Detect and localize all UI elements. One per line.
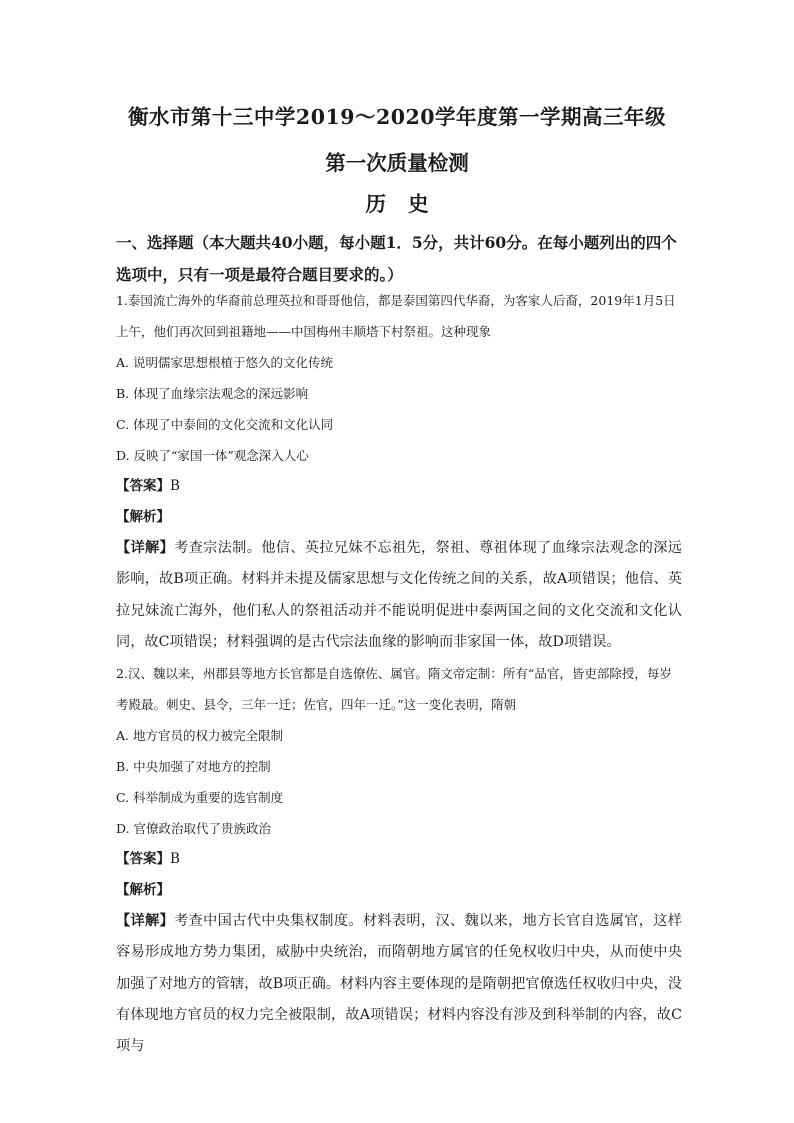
analysis-line [116, 502, 682, 533]
option-c: C. 科举制成为重要的选官制度 [116, 790, 284, 806]
analysis-line [116, 875, 682, 906]
option-a: A. 地方官员的权力被完全限制 [116, 728, 283, 744]
option-d: D. 官僚政治取代了贵族政治 [116, 821, 272, 837]
question-stem: 2.汉、魏以来，州郡县等地方长官都是自选僚佐、属官。隋文帝定制：所有“品官，皆吏部除授，每岁考殿最。刺史、县令，三年一迁；佐官，四年一迁。”这一变化表明，隋朝 [116, 666, 672, 713]
question-2 [116, 658, 682, 1062]
question-stem: 1.泰国流亡海外的华裔前总理英拉和哥哥他信，都是泰国第四代华裔，为客家人后裔，2019年1月5日上午，他们再次回到祖籍地——中国梅州丰顺塔下村祭祖。这种现象 [116, 293, 676, 339]
answer-line [116, 471, 682, 502]
exam-subtitle: 第一次质量检测 [325, 151, 469, 175]
analysis-tag: 【解析】 [116, 509, 170, 525]
question-list [116, 285, 682, 1063]
answer-tag: 【答案】 [116, 851, 170, 868]
option-a: A. 说明儒家思想根植于悠久的文化传统 [116, 355, 333, 370]
question-1 [116, 285, 682, 658]
exam-title: 衡水市第十三中学2019～2020学年度第一学期高三年级 [127, 105, 667, 129]
section-heading: 一、选择题（本大题共40小题，每小题1．5分，共计60分。在每小题列出的四个选项中，只有一项是最符合题目要求的。） [116, 233, 677, 284]
answer-tag: 【答案】 [116, 478, 170, 494]
answer-line [116, 844, 682, 875]
detail-paragraph [116, 906, 682, 1062]
option-b: B. 体现了血缘宗法观念的深远影响 [116, 386, 309, 401]
answer-value: B [170, 478, 180, 494]
subject-title: 历史 [365, 192, 451, 216]
option-b: B. 中央加强了对地方的控制 [116, 759, 271, 775]
option-d: D. 反映了“家国一体”观念深入人心 [116, 448, 309, 463]
analysis-tag: 【解析】 [116, 882, 170, 899]
detail-tag: 【详解】 [116, 540, 175, 556]
option-c: C. 体现了中泰间的文化交流和文化认同 [116, 417, 334, 432]
detail-paragraph [116, 533, 682, 658]
detail-tag: 【详解】 [116, 913, 175, 930]
detail-text: 考查宗法制。他信、英拉兄妹不忘祖先，祭祖、尊祖体现了血缘宗法观念的深远影响，故B项正确。材料并未提及儒家思想与文化传统之间的关系，故A项错误；他信、英拉兄妹流亡海外，他们私人的祭祖活动并不能说明促进中泰两国之间的文化交流和文化认同，故C项错误；材料强调的是古代宗法血缘的影响而非家国一体，故D项错误。 [116, 540, 682, 650]
detail-text: 考查中国古代中央集权制度。材料表明，汉、魏以来，地方长官自选属官，这样容易形成地方势力集团，威胁中央统治，而隋朝地方属官的任免权收归中央，从而使中央加强了对地方的管辖，故B项正确。材料内容主要体现的是隋朝把官僚选任权收归中央，没有体现地方官员的权力完全被限制，故A项错误；材料内容没有涉及到科举制的内容，故C项与 [116, 913, 682, 1055]
answer-value: B [170, 851, 180, 868]
